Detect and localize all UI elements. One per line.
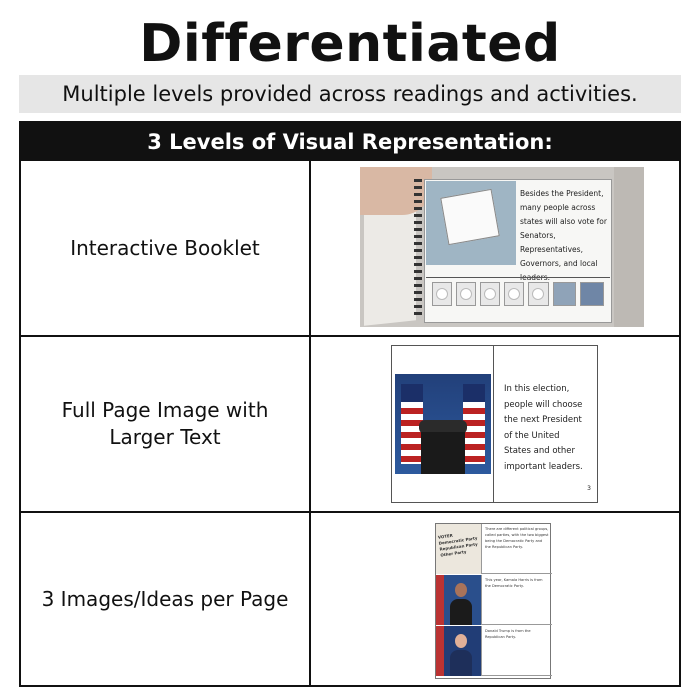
ballot-paper: [440, 189, 500, 245]
booklet-photo-cell: [311, 161, 679, 335]
page-title: Differentiated: [139, 14, 561, 74]
idea-text: There are different political groups, called parties, with the two biggest being the Democratic Party and the Republican Party.: [485, 527, 549, 549]
kamala-harris-photo: [436, 575, 482, 625]
row-label: Interactive Booklet: [21, 161, 311, 335]
full-page-image-side: [392, 346, 494, 502]
podium: [421, 432, 465, 474]
table-row-three-images: [21, 511, 679, 685]
idea-text: This year, Kamala Harris is from the Democratic Party.: [485, 578, 543, 588]
row-label: Full Page Image with Larger Text: [21, 337, 311, 511]
velcro-slot: [480, 282, 500, 306]
table-row-interactive-booklet: [21, 161, 679, 335]
idea-row: [436, 626, 552, 676]
spiral-binding: [414, 179, 422, 317]
full-page-cell: [311, 337, 679, 511]
table-surface: [614, 167, 644, 327]
voter-sign-image: [436, 524, 482, 574]
full-page-text-side: [494, 346, 597, 502]
building-picture-card: [580, 282, 604, 306]
full-page-text: In this election, people will choose the next President of the United States and other important leaders.: [504, 384, 583, 472]
velcro-slot: [456, 282, 476, 306]
full-page-sample: [391, 345, 598, 503]
table-header: 3 Levels of Visual Representation:: [21, 123, 679, 161]
three-images-page: [435, 523, 551, 679]
subtitle-banner: [19, 75, 681, 113]
donald-trump-photo: [436, 626, 482, 676]
booklet-photo: [360, 167, 644, 327]
idea-row: [436, 575, 552, 625]
page-number: 3: [587, 484, 591, 492]
velcro-slot: [432, 282, 452, 306]
voter-sign-text: VOTER Democratic Party Republican Party Other Party: [437, 532, 478, 558]
velcro-slot: [504, 282, 524, 306]
row-label: 3 Images/Ideas per Page: [21, 513, 311, 685]
velcro-slot: [528, 282, 548, 306]
levels-table: [19, 121, 681, 687]
subtitle-text: Multiple levels provided across readings and activities.: [62, 82, 638, 106]
idea-text: Donald Trump is from the Republican Party.: [485, 629, 531, 639]
velcro-strip: [426, 277, 610, 311]
idea-row: [436, 524, 552, 574]
table-row-full-page: [21, 335, 679, 511]
podium-flags-image: [395, 374, 491, 474]
capitol-picture-card: [553, 282, 577, 306]
booklet-page-text: Besides the President, many people across states will also vote for Senators, Representatives, Governors, and local leaders.: [520, 189, 607, 282]
three-images-cell: [311, 513, 679, 685]
